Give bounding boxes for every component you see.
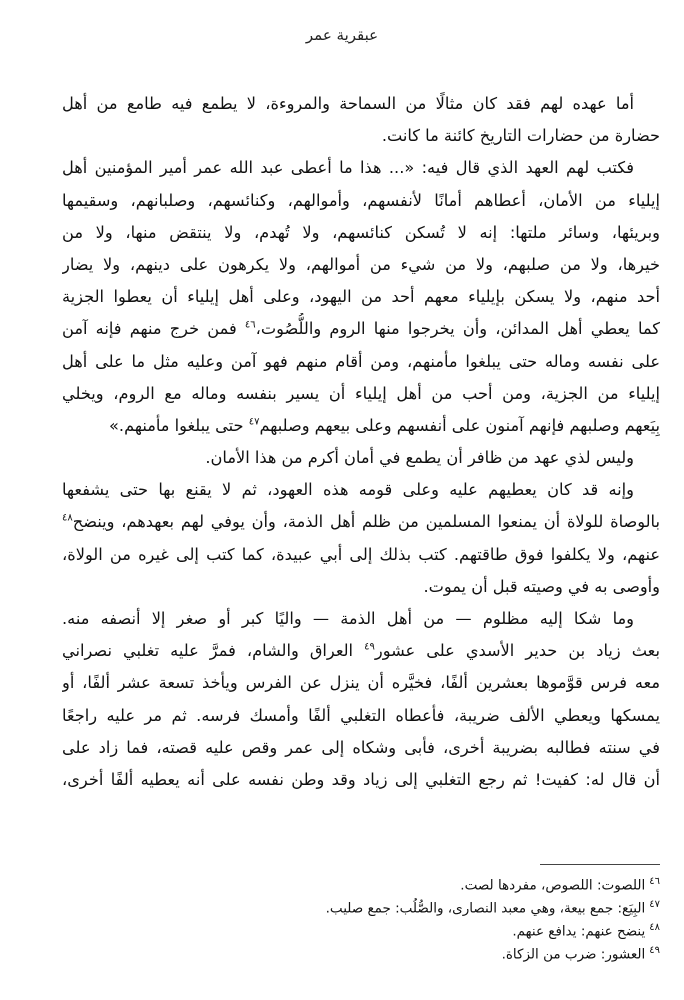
text-line	[62, 732, 660, 764]
footnote-text: ينضح عنهم: يدافع عنهم.	[512, 923, 646, 940]
line-text: أحد منهم، ولا يسكن بإيلياء معهم أحد من اليهود، وعلى أهل إيلياء أن يعطوا الجزية	[62, 287, 660, 307]
text-line	[62, 442, 660, 474]
line-text: فكتب لهم العهد الذي قال فيه: «... هذا ما أعطى عبد الله عمر أمير المؤمنين أهل	[62, 158, 634, 178]
text-line	[62, 474, 660, 506]
text-line	[62, 120, 660, 152]
line-text: حضارة من حضارات التاريخ كائنة ما كانت.	[381, 126, 660, 146]
line-text: وأوصى به في وصيته قبل أن يموت.	[423, 576, 660, 596]
text-line	[62, 539, 660, 571]
line-text: على نفسه وماله حتى يبلغوا مأمنهم، ومن أقام منهم فهو آمن وعليه مثل ما على أهل	[62, 351, 660, 371]
footnote	[60, 916, 660, 939]
text-line	[62, 217, 660, 249]
text-line	[62, 700, 660, 732]
line-text-continued: العراق والشام، فمرَّ عليه تغلبي نصراني	[62, 641, 365, 661]
footnote-text: البِيَع: جمع بيعة، وهي معبد النصارى، والصُّلُب: جمع صليب.	[325, 900, 646, 917]
line-text: عنهم، ولا يكلفوا فوق طاقتهم. كتب بذلك إلى أبي عبيدة، كما كتب إلى غيره من الولاة،	[62, 544, 660, 564]
text-line	[62, 603, 660, 635]
footnote-divider	[540, 864, 660, 865]
line-text-continued: حتى يبلغوا مأمنهم.»	[109, 415, 249, 435]
text-line	[62, 185, 660, 217]
footnote-reference[interactable]: ٤٦	[244, 319, 256, 331]
text-line	[62, 378, 660, 410]
line-text: معه فرس قوَّموها بعشرين ألفًا، فخيَّره أن ينزل عن الفرس ويأخذ تسعة عشر ألفًا، أو	[62, 673, 660, 693]
text-line	[62, 152, 660, 184]
text-line	[62, 635, 660, 667]
footnote	[60, 939, 660, 962]
line-text: خيرها، ولا من صلبهم، ولا من شيء من أموالهم، ولا يكرهون على دينهم، ولا يضار	[62, 254, 660, 274]
footnote-number: ٤٨	[649, 922, 660, 933]
line-text: وما شكا إليه مظلوم — من أهل الذمة — واليًا كبر أو صغر إلا أنصفه منه.	[62, 609, 634, 628]
footnote-number: ٤٧	[649, 899, 660, 910]
footnote-number: ٤٩	[649, 945, 660, 956]
text-line	[62, 410, 660, 442]
line-text: يمسكها ويعطي الألف ضريبة، فأعطاه التغلبي ألفًا وأمسك فرسه. ثم مر عليه راجعًا	[62, 705, 660, 725]
footnotes	[60, 870, 660, 962]
line-text: بعث زياد بن حدير الأسدي على عشور	[374, 641, 660, 661]
text-line	[62, 313, 660, 345]
footnote	[60, 893, 660, 916]
line-text: بالوصاة للولاة أن يمنعوا المسلمين من ظلم أهل الذمة، وأن يوفي لهم بعهدهم، وينضح	[72, 512, 660, 532]
line-text: في سنته فطالبه بضريبة أخرى، فأبى وشكاه إلى عمر وقص عليه قصته، فما زاد على	[62, 737, 660, 757]
line-text: أن قال له: كفيت! ثم رجع التغلبي إلى زياد وقد وطن نفسه على أنه يعطيه ألفًا أخرى،	[62, 769, 660, 789]
text-line	[62, 506, 660, 538]
line-text-continued: فمن خرج منهم فإنه آمن	[62, 319, 245, 339]
line-text: أما عهده لهم فقد كان مثالًا من السماحة والمروءة، لا يطمع فيه طامع من أهل	[62, 94, 634, 113]
text-line	[62, 571, 660, 603]
line-text: وليس لذي عهد من ظافر أن يطمع في أمان أكرم من هذا الأمان.	[205, 448, 634, 468]
text-line	[62, 249, 660, 281]
text-line	[62, 764, 660, 796]
line-text: وإنه قد كان يعطيهم عليه وعلى قومه هذه العهود، ثم لا يقنع بها حتى يشفعها	[62, 480, 634, 500]
line-text: كما يعطي أهل المدائن، وأن يخرجوا منها الروم واللُّصُوت،	[255, 319, 660, 339]
footnote-reference[interactable]: ٤٩	[364, 641, 375, 653]
footnote-text: اللصوت: اللصوص، مفردها لصت.	[460, 877, 646, 894]
text-line	[62, 281, 660, 313]
running-head: عبقرية عمر	[305, 26, 379, 44]
body-text	[62, 88, 660, 796]
footnote-number: ٤٦	[649, 876, 660, 887]
text-line	[62, 346, 660, 378]
line-text: إيلياء من الجزية، ومن أحب من أهل إيلياء أن يسير بنفسه وماله مع الروم، ويخلي	[62, 383, 660, 403]
footnote-reference[interactable]: ٤٨	[62, 513, 73, 525]
line-text: وبريئها، وسائر ملتها: إنه لا تُسكن كنائسهم، ولا تُهدم، ولا ينتقض منها، ولا من	[62, 222, 660, 242]
line-text: بِيَعهم وصلبهم فإنهم آمنون على أنفسهم وعلى بيعهم وصلبهم	[259, 415, 660, 435]
footnote-reference[interactable]: ٤٧	[248, 416, 260, 428]
text-line	[62, 88, 660, 120]
footnote	[60, 870, 660, 893]
text-line	[62, 667, 660, 699]
line-text: إيلياء من الأمان، أعطاهم أمانًا لأنفسهم، وأموالهم، وكنائسهم، وصلبانهم، وسقيمها	[62, 190, 660, 210]
footnote-text: العشور: ضرب من الزكاة.	[501, 946, 646, 963]
